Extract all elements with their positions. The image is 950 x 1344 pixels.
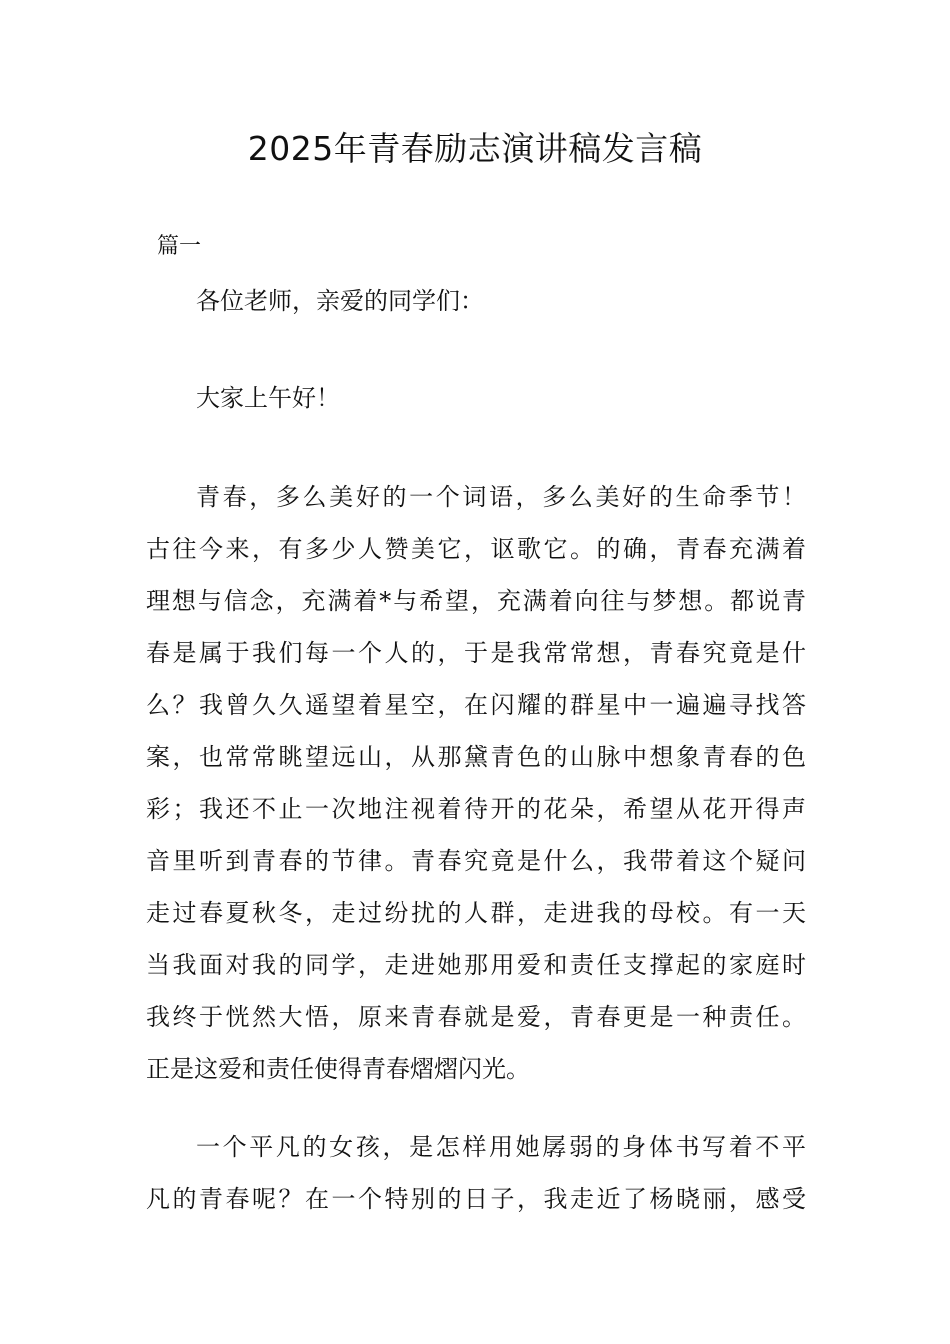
paragraph-line: 么？我曾久久遥望着星空，在闪耀的群星中一遍遍寻找答 <box>146 691 806 719</box>
document-title: 2025年青春励志演讲稿发言稿 <box>247 129 703 168</box>
paragraph-line: 一个平凡的女孩，是怎样用她孱弱的身体书写着不平 <box>196 1133 806 1161</box>
paragraph-line: 当我面对我的同学，走进她那用爱和责任支撑起的家庭时 <box>146 951 806 979</box>
paragraph-line: 走过春夏秋冬，走过纷扰的人群，走进我的母校。有一天 <box>146 899 806 927</box>
paragraph-line: 我终于恍然大悟，原来青春就是爱，青春更是一种责任。 <box>146 1003 806 1031</box>
section-heading: 篇一 <box>157 234 202 259</box>
paragraph-line: 彩；我还不止一次地注视着待开的花朵，希望从花开得声 <box>146 795 806 823</box>
paragraph-line: 凡的青春呢？在一个特别的日子，我走近了杨晓丽，感受 <box>146 1185 806 1213</box>
paragraph-line: 正是这爱和责任使得青春熠熠闪光。 <box>146 1055 530 1083</box>
greeting: 大家上午好！ <box>196 384 340 412</box>
paragraph-line: 春是属于我们每一个人的，于是我常常想，青春究竟是什 <box>146 639 806 667</box>
paragraph-line: 音里听到青春的节律。青春究竟是什么，我带着这个疑问 <box>146 847 806 875</box>
salutation: 各位老师，亲爱的同学们： <box>196 287 484 315</box>
paragraph-line: 青春，多么美好的一个词语，多么美好的生命季节！ <box>196 483 806 511</box>
paragraph-line: 古往今来，有多少人赞美它，讴歌它。的确，青春充满着 <box>146 535 806 563</box>
paragraph-line: 理想与信念，充满着*与希望，充满着向往与梦想。都说青 <box>146 587 806 615</box>
paragraph-line: 案，也常常眺望远山，从那黛青色的山脉中想象青春的色 <box>146 743 806 771</box>
